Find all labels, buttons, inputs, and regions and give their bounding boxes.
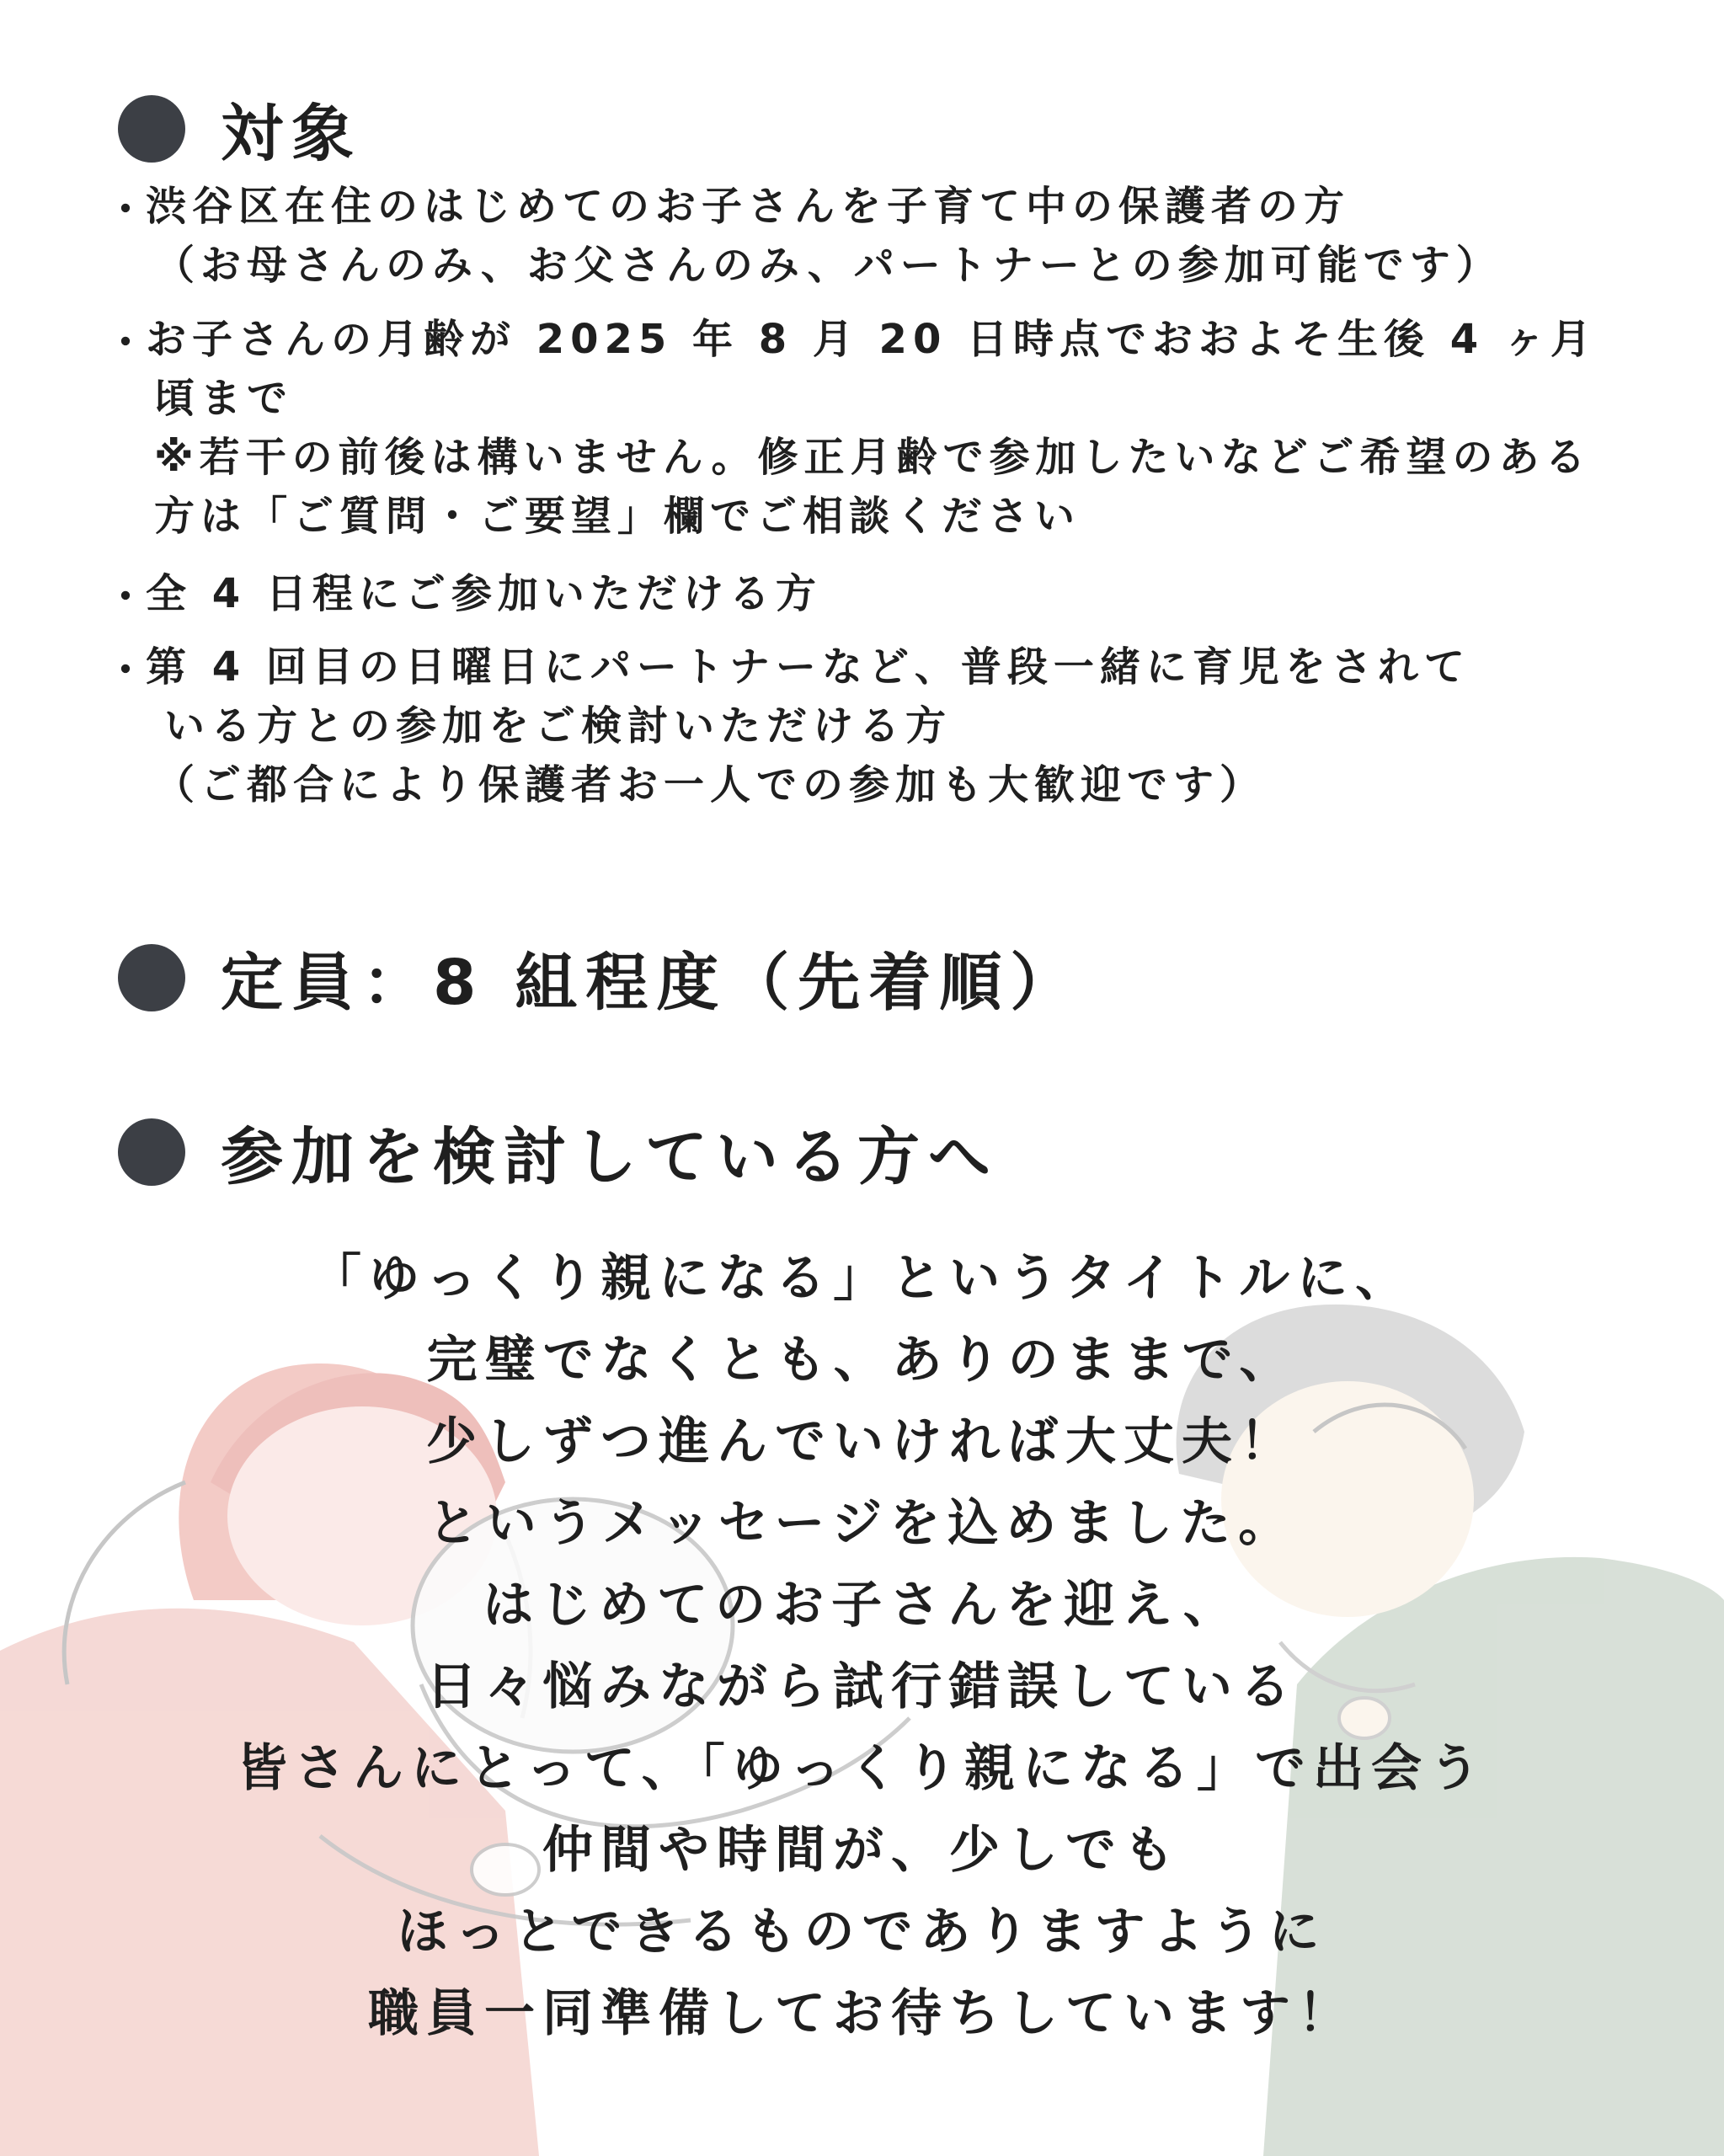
message-line: 日々悩みながら試行錯誤している [426, 1657, 1298, 1716]
item-line: （ご都合により保護者お一人での参加も大歓迎です） [154, 761, 1267, 808]
item-bullet: ・ [105, 574, 152, 621]
item-line: お子さんの月齢が 2025 年 8 月 20 日時点でおおよそ生後 4 ヶ月 [146, 316, 1597, 363]
message-line: 「ゆっくり親になる」というタイトルに、 [310, 1249, 1414, 1308]
section-heading-capacity [118, 933, 1081, 1022]
target-item-2 [105, 310, 1597, 546]
item-line: いる方との参加をご検討いただける方 [164, 702, 953, 750]
target-item-1 [105, 177, 1502, 295]
bullet-dot-icon [118, 95, 185, 163]
message-line: ほっとできるものでありますように [397, 1903, 1327, 1961]
message-line: 職員一同準備してお待ちしています！ [368, 1984, 1356, 2043]
section-heading-target [118, 84, 362, 173]
message-line: というメッセージを込めました。 [427, 1494, 1297, 1553]
message-line: 皆さんにとって、「ゆっくり親になる」で出会う [237, 1739, 1487, 1798]
item-line: 第 4 回目の日曜日にパートナーなど、普段一緒に育児をされて [146, 643, 1470, 691]
target-item-3 [105, 564, 822, 623]
message-line: 仲間や時間が、少しでも [542, 1821, 1182, 1880]
message-block [0, 1238, 1724, 2055]
message-line: はじめてのお子さんを迎え、 [483, 1576, 1241, 1635]
item-line: （お母さんのみ、お父さんのみ、パートナーとの参加可能です） [154, 242, 1502, 289]
item-bullet: ・ [105, 319, 152, 366]
bullet-dot-icon [118, 1118, 185, 1186]
message-line: 完璧でなくとも、ありのままで、 [426, 1331, 1298, 1390]
item-bullet: ・ [105, 647, 152, 694]
message-line: 少しずつ進んでいければ大丈夫！ [426, 1412, 1298, 1471]
bullet-dot-icon [118, 944, 185, 1011]
heading-text: 対象 [221, 98, 362, 170]
item-line: 渋谷区在住のはじめてのお子さんを子育て中の保護者の方 [146, 183, 1351, 230]
item-line: 方は「ご質問・ご要望」欄でご相談ください [154, 493, 1081, 540]
item-line: 全 4 日程にご参加いただける方 [146, 570, 822, 617]
item-bullet: ・ [105, 186, 152, 233]
item-line: ※若干の前後は構いません。修正月齢で参加したいなどご希望のある [154, 434, 1592, 481]
item-line: 頃まで [154, 375, 294, 422]
target-item-4 [105, 638, 1470, 814]
heading-text: 定員：8 組程度（先着順） [221, 947, 1081, 1019]
section-heading-message [118, 1107, 999, 1197]
heading-text: 参加を検討している方へ [221, 1121, 999, 1193]
